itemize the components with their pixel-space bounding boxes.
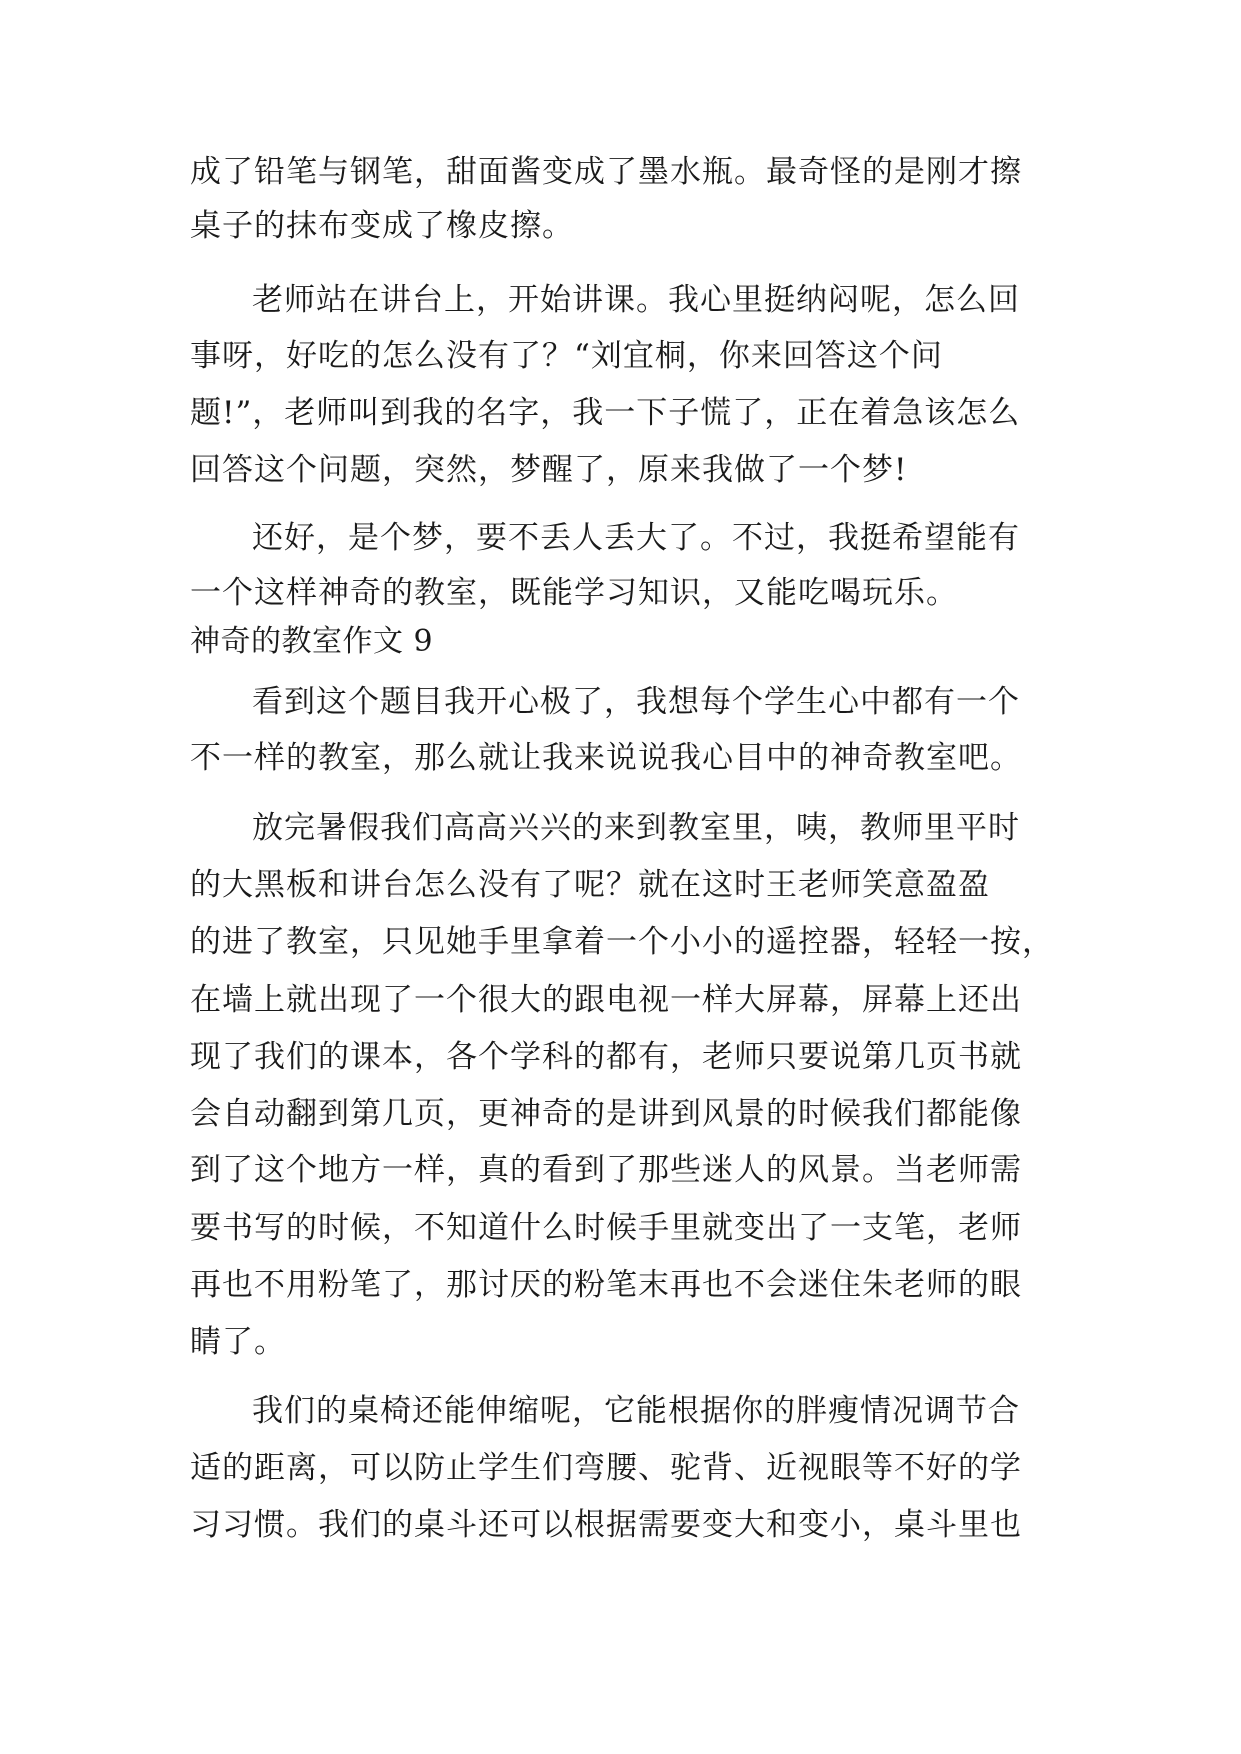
text-line: 睛了。	[190, 1324, 286, 1360]
text-line: 会自动翻到第几页，更神奇的是讲到风景的时候我们都能像	[190, 1096, 1022, 1132]
text-line: 适的距离，可以防止学生们弯腰、驼背、近视眼等不好的学	[190, 1450, 1022, 1486]
text-line: 不一样的教室，那么就让我来说说我心目中的神奇教室吧。	[190, 740, 1022, 776]
text-line: 题!”，老师叫到我的名字，我一下子慌了，正在着急该怎么	[190, 395, 1021, 431]
text-line: 习习惯。我们的桌斗还可以根据需要变大和变小，桌斗里也	[190, 1507, 1022, 1543]
text-line: 一个这样神奇的教室，既能学习知识，又能吃喝玩乐。	[190, 575, 958, 611]
text-line: 在墙上就出现了一个很大的跟电视一样大屏幕，屏幕上还出	[190, 982, 1022, 1018]
text-line: 桌子的抹布变成了橡皮擦。	[190, 208, 574, 244]
text-line: 的进了教室，只见她手里拿着一个小小的遥控器，轻轻一按，	[190, 924, 1054, 960]
paragraph-first-line: 还好，是个梦，要不丢人丢大了。不过，我挺希望能有	[252, 520, 1020, 556]
text-line: 的大黑板和讲台怎么没有了呢？就在这时王老师笑意盈盈	[190, 867, 990, 903]
text-line: 现了我们的课本，各个学科的都有，老师只要说第几页书就	[190, 1039, 1022, 1075]
paragraph-first-line: 老师站在讲台上，开始讲课。我心里挺纳闷呢，怎么回	[252, 282, 1020, 318]
paragraph-first-line: 放完暑假我们高高兴兴的来到教室里，咦，教师里平时	[252, 810, 1020, 846]
paragraph-first-line: 看到这个题目我开心极了，我想每个学生心中都有一个	[252, 684, 1020, 720]
text-line: 事呀，好吃的怎么没有了？“刘宜桐，你来回答这个问	[190, 338, 943, 374]
text-line: 再也不用粉笔了，那讨厌的粉笔末再也不会迷住朱老师的眼	[190, 1267, 1022, 1303]
text-line: 成了铅笔与钢笔，甜面酱变成了墨水瓶。最奇怪的是刚才擦	[190, 154, 1022, 190]
text-line: 到了这个地方一样，真的看到了那些迷人的风景。当老师需	[190, 1152, 1022, 1188]
text-line: 要书写的时候，不知道什么时候手里就变出了一支笔，老师	[190, 1210, 1022, 1246]
paragraph-first-line: 我们的桌椅还能伸缩呢，它能根据你的胖瘦情况调节合	[252, 1393, 1020, 1429]
text-line: 回答这个问题，突然，梦醒了，原来我做了一个梦!	[190, 452, 908, 488]
section-heading: 神奇的教室作文 9	[190, 624, 434, 659]
